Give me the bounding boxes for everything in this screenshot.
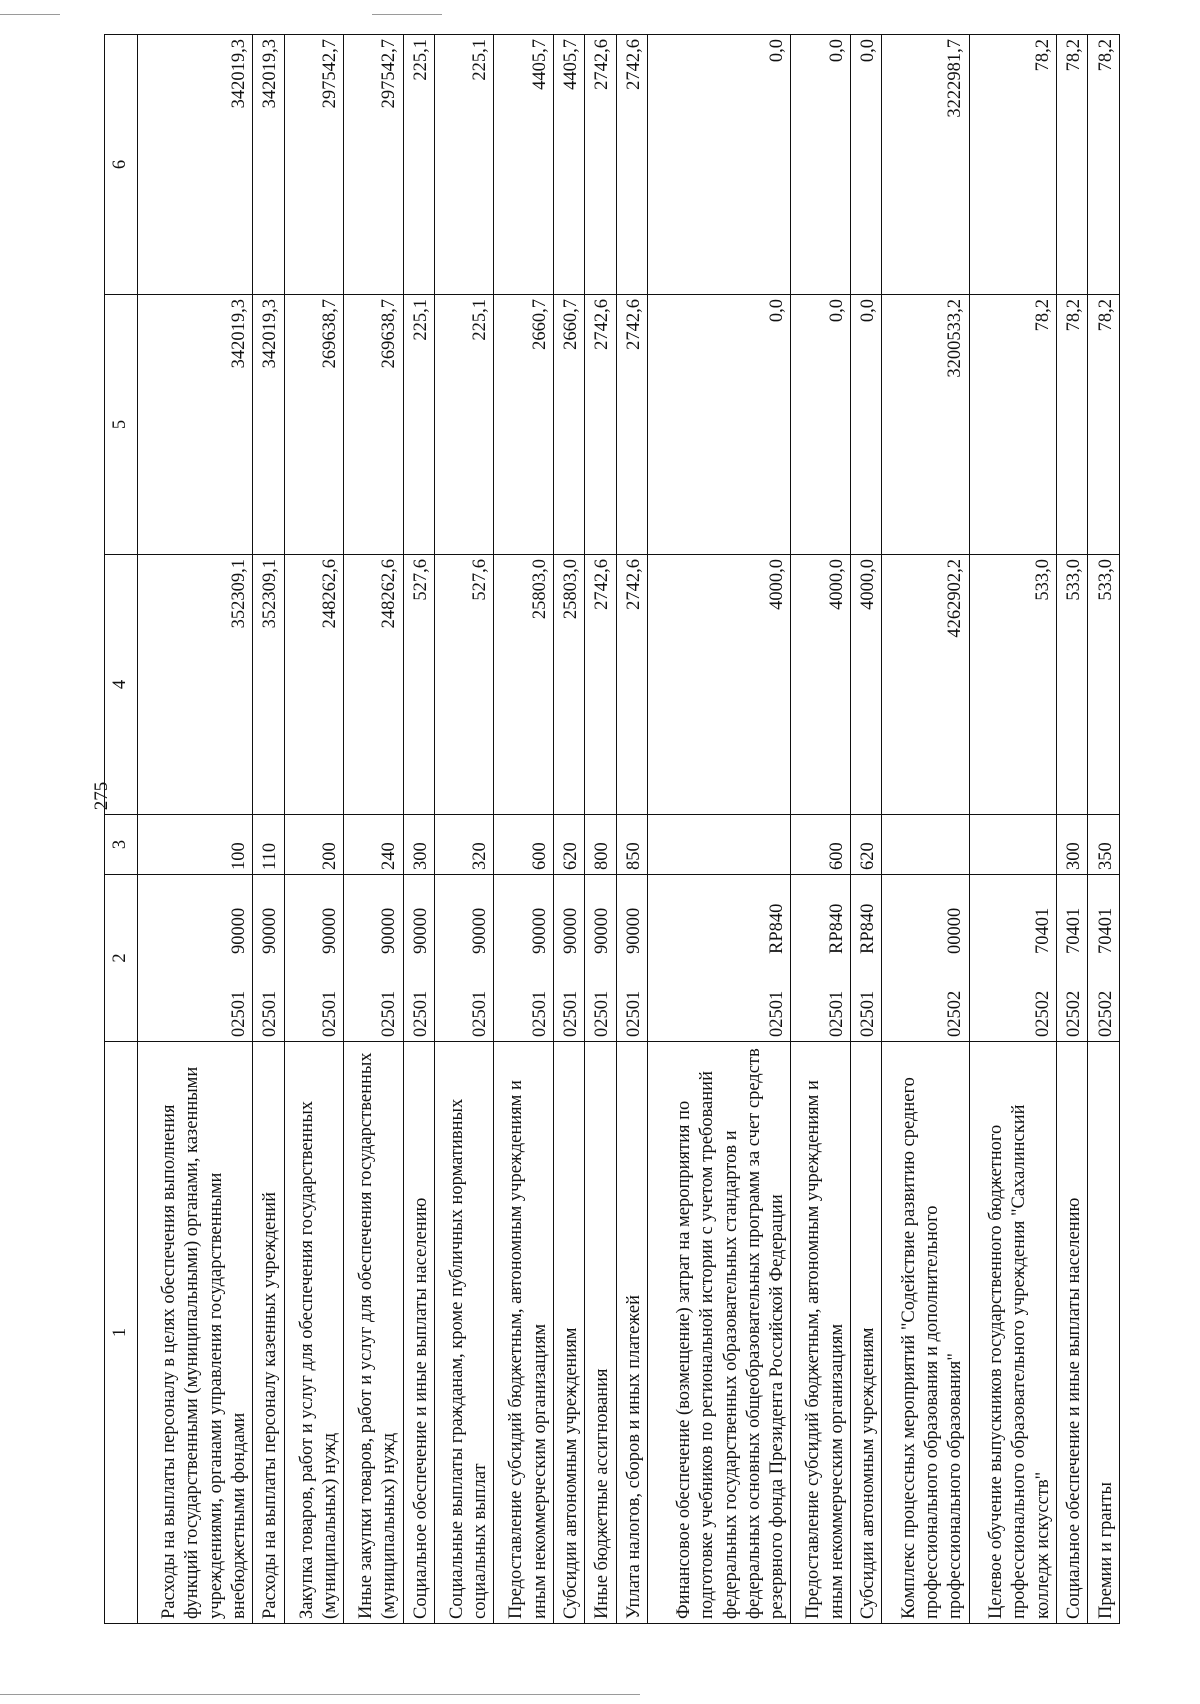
table-row (616, 35, 647, 1624)
row-code-program-cell: 02501 (791, 958, 850, 1042)
row-value-col5-cell: 2660,7 (553, 295, 584, 555)
row-expense-type-cell: 620 (553, 815, 584, 875)
row-value-col6-cell: 297542,7 (284, 35, 343, 295)
row-value-col6-cell: 78,2 (1056, 35, 1087, 295)
header-col-2: 2 (105, 875, 138, 1042)
row-value-col5-cell: 0,0 (850, 295, 881, 555)
row-value-col6-cell: 2742,6 (585, 35, 616, 295)
row-name-cell: Иные бюджетные ассигнования (585, 1042, 616, 1624)
row-value-col5-cell: 342019,3 (253, 295, 284, 555)
row-value-col5-cell: 3200533,2 (882, 295, 969, 555)
table-row (1088, 35, 1120, 1624)
table-row (138, 35, 253, 1624)
row-expense-type-cell: 100 (138, 815, 253, 875)
row-name-cell: Предоставление субсидий бюджетным, автономным учреждениям и иным некоммерческим организациям (791, 1042, 850, 1624)
row-code-direction-cell: 70401 (1056, 875, 1087, 959)
row-value-col4-cell: 352309,1 (253, 555, 284, 815)
row-code-program-cell: 02501 (435, 958, 494, 1042)
row-name-cell: Предоставление субсидий бюджетным, автономным учреждениям и иным некоммерческим организациям (494, 1042, 553, 1624)
row-value-col6-cell: 225,1 (403, 35, 434, 295)
row-code-program-cell: 02501 (616, 958, 647, 1042)
row-code-direction-cell: 90000 (138, 875, 253, 959)
row-value-col4-cell: 527,6 (403, 555, 434, 815)
row-code-direction-cell: 90000 (616, 875, 647, 959)
scan-noise-top-right (372, 14, 442, 15)
row-code-program-cell: 02501 (253, 958, 284, 1042)
row-value-col6-cell: 4405,7 (553, 35, 584, 295)
row-code-program-cell: 02501 (284, 958, 343, 1042)
row-name-cell: Расходы на выплаты персоналу казенных учреждений (253, 1042, 284, 1624)
table-row (494, 35, 553, 1624)
table-row (284, 35, 343, 1624)
row-value-col5-cell: 78,2 (1088, 295, 1120, 555)
row-code-program-cell: 02501 (344, 958, 403, 1042)
table-row (791, 35, 850, 1624)
row-value-col5-cell: 78,2 (1056, 295, 1087, 555)
row-value-col5-cell: 0,0 (648, 295, 791, 555)
row-value-col5-cell: 269638,7 (344, 295, 403, 555)
row-code-program-cell: 02501 (585, 958, 616, 1042)
scan-noise-bottom (0, 1694, 640, 1695)
row-name-cell: Уплата налогов, сборов и иных платежей (616, 1042, 647, 1624)
row-value-col5-cell: 225,1 (403, 295, 434, 555)
row-value-col4-cell: 25803,0 (553, 555, 584, 815)
table-row (553, 35, 584, 1624)
header-col-1: 1 (105, 1042, 138, 1624)
table-header-row (105, 35, 138, 1624)
row-value-col4-cell: 4262902,2 (882, 555, 969, 815)
row-value-col6-cell: 0,0 (850, 35, 881, 295)
row-code-direction-cell: 70401 (969, 875, 1056, 959)
row-code-direction-cell: 90000 (284, 875, 343, 959)
row-value-col6-cell: 4405,7 (494, 35, 553, 295)
row-value-col5-cell: 225,1 (435, 295, 494, 555)
row-code-direction-cell: RP840 (791, 875, 850, 959)
page-number: 275 (91, 781, 112, 811)
row-code-direction-cell: 90000 (403, 875, 434, 959)
table-body (138, 35, 1120, 1624)
row-code-direction-cell: RP840 (648, 875, 791, 959)
row-expense-type-cell: 620 (850, 815, 881, 875)
row-name-cell: Субсидии автономным учреждениям (553, 1042, 584, 1624)
row-name-cell: Субсидии автономным учреждениям (850, 1042, 881, 1624)
row-value-col5-cell: 0,0 (791, 295, 850, 555)
row-expense-type-cell (648, 815, 791, 875)
row-value-col4-cell: 533,0 (969, 555, 1056, 815)
row-code-program-cell: 02501 (553, 958, 584, 1042)
row-value-col5-cell: 2742,6 (585, 295, 616, 555)
row-expense-type-cell: 600 (494, 815, 553, 875)
row-value-col4-cell: 533,0 (1088, 555, 1120, 815)
row-value-col6-cell: 2742,6 (616, 35, 647, 295)
row-expense-type-cell: 850 (616, 815, 647, 875)
row-value-col5-cell: 78,2 (969, 295, 1056, 555)
row-code-direction-cell: 00000 (882, 875, 969, 959)
row-name-cell: Расходы на выплаты персоналу в целях обеспечения выполнения функций государственными (муниципальными) органами, казенными учреждениями, органами управления государственными внебюджетными фондами (138, 1042, 253, 1624)
row-code-program-cell: 02501 (138, 958, 253, 1042)
table-row (850, 35, 881, 1624)
row-code-direction-cell: 90000 (585, 875, 616, 959)
row-expense-type-cell: 800 (585, 815, 616, 875)
row-value-col4-cell: 248262,6 (344, 555, 403, 815)
row-code-direction-cell: 90000 (435, 875, 494, 959)
row-expense-type-cell: 300 (1056, 815, 1087, 875)
row-value-col6-cell: 342019,3 (253, 35, 284, 295)
row-name-cell: Целевое обучение выпускников государственного бюджетного профессионального образовательного учреждения "Сахалинский колледж искусств" (969, 1042, 1056, 1624)
row-expense-type-cell: 600 (791, 815, 850, 875)
row-code-direction-cell: 90000 (553, 875, 584, 959)
row-value-col6-cell: 297542,7 (344, 35, 403, 295)
row-value-col4-cell: 4000,0 (791, 555, 850, 815)
row-value-col6-cell: 225,1 (435, 35, 494, 295)
row-value-col4-cell: 25803,0 (494, 555, 553, 815)
row-code-program-cell: 02501 (403, 958, 434, 1042)
row-value-col6-cell: 78,2 (969, 35, 1056, 295)
row-value-col6-cell: 0,0 (648, 35, 791, 295)
table-row (648, 35, 791, 1624)
budget-table-frame (104, 34, 1120, 1624)
row-value-col4-cell: 352309,1 (138, 555, 253, 815)
table-row (969, 35, 1056, 1624)
row-expense-type-cell: 110 (253, 815, 284, 875)
row-name-cell: Премии и гранты (1088, 1042, 1120, 1624)
row-value-col4-cell: 533,0 (1056, 555, 1087, 815)
row-value-col4-cell: 4000,0 (648, 555, 791, 815)
scan-noise-top (0, 14, 60, 15)
table-row (403, 35, 434, 1624)
row-code-program-cell: 02502 (969, 958, 1056, 1042)
table-row (585, 35, 616, 1624)
row-code-program-cell: 02502 (1088, 958, 1120, 1042)
row-name-cell: Финансовое обеспечение (возмещение) затрат на мероприятия по подготовке учебников по региональной истории с учетом требований федеральных государственных образовательных стандартов и федеральных основных общеобразовательных программ за счет средств резервного фонда Президента Российской Федерации (648, 1042, 791, 1624)
budget-table (104, 34, 1120, 1624)
row-name-cell: Комплекс процессных мероприятий "Содействие развитию среднего профессионального образования и дополнительного профессионального образования" (882, 1042, 969, 1624)
row-code-direction-cell: 90000 (344, 875, 403, 959)
row-code-program-cell: 02501 (494, 958, 553, 1042)
row-value-col6-cell: 3222981,7 (882, 35, 969, 295)
row-name-cell: Закупка товаров, работ и услуг для обеспечения государственных (муниципальных) нужд (284, 1042, 343, 1624)
row-code-direction-cell: 90000 (494, 875, 553, 959)
row-expense-type-cell: 200 (284, 815, 343, 875)
row-value-col4-cell: 2742,6 (616, 555, 647, 815)
row-name-cell: Социальные выплаты гражданам, кроме публичных нормативных социальных выплат (435, 1042, 494, 1624)
row-expense-type-cell (882, 815, 969, 875)
row-expense-type-cell: 240 (344, 815, 403, 875)
header-col-4: 4 (105, 555, 138, 815)
row-code-direction-cell: 90000 (253, 875, 284, 959)
row-value-col6-cell: 342019,3 (138, 35, 253, 295)
row-code-program-cell: 02501 (850, 958, 881, 1042)
table-row (882, 35, 969, 1624)
row-expense-type-cell: 350 (1088, 815, 1120, 875)
row-value-col6-cell: 78,2 (1088, 35, 1120, 295)
row-code-program-cell: 02502 (882, 958, 969, 1042)
row-value-col6-cell: 0,0 (791, 35, 850, 295)
row-value-col5-cell: 2742,6 (616, 295, 647, 555)
header-col-5: 5 (105, 295, 138, 555)
row-name-cell: Социальное обеспечение и иные выплаты населению (403, 1042, 434, 1624)
row-code-direction-cell: 70401 (1088, 875, 1120, 959)
row-value-col5-cell: 269638,7 (284, 295, 343, 555)
row-name-cell: Иные закупки товаров, работ и услуг для обеспечения государственных (муниципальных) нужд (344, 1042, 403, 1624)
header-col-6: 6 (105, 35, 138, 295)
row-name-cell: Социальное обеспечение и иные выплаты населению (1056, 1042, 1087, 1624)
table-row (344, 35, 403, 1624)
row-value-col4-cell: 248262,6 (284, 555, 343, 815)
row-code-program-cell: 02502 (1056, 958, 1087, 1042)
row-value-col5-cell: 2660,7 (494, 295, 553, 555)
row-value-col4-cell: 4000,0 (850, 555, 881, 815)
header-col-3: 3 (105, 815, 138, 875)
row-expense-type-cell: 300 (403, 815, 434, 875)
table-row (253, 35, 284, 1624)
table-row (435, 35, 494, 1624)
row-code-program-cell: 02501 (648, 958, 791, 1042)
row-expense-type-cell (969, 815, 1056, 875)
row-value-col5-cell: 342019,3 (138, 295, 253, 555)
row-expense-type-cell: 320 (435, 815, 494, 875)
row-code-direction-cell: RP840 (850, 875, 881, 959)
table-row (1056, 35, 1087, 1624)
row-value-col4-cell: 527,6 (435, 555, 494, 815)
row-value-col4-cell: 2742,6 (585, 555, 616, 815)
